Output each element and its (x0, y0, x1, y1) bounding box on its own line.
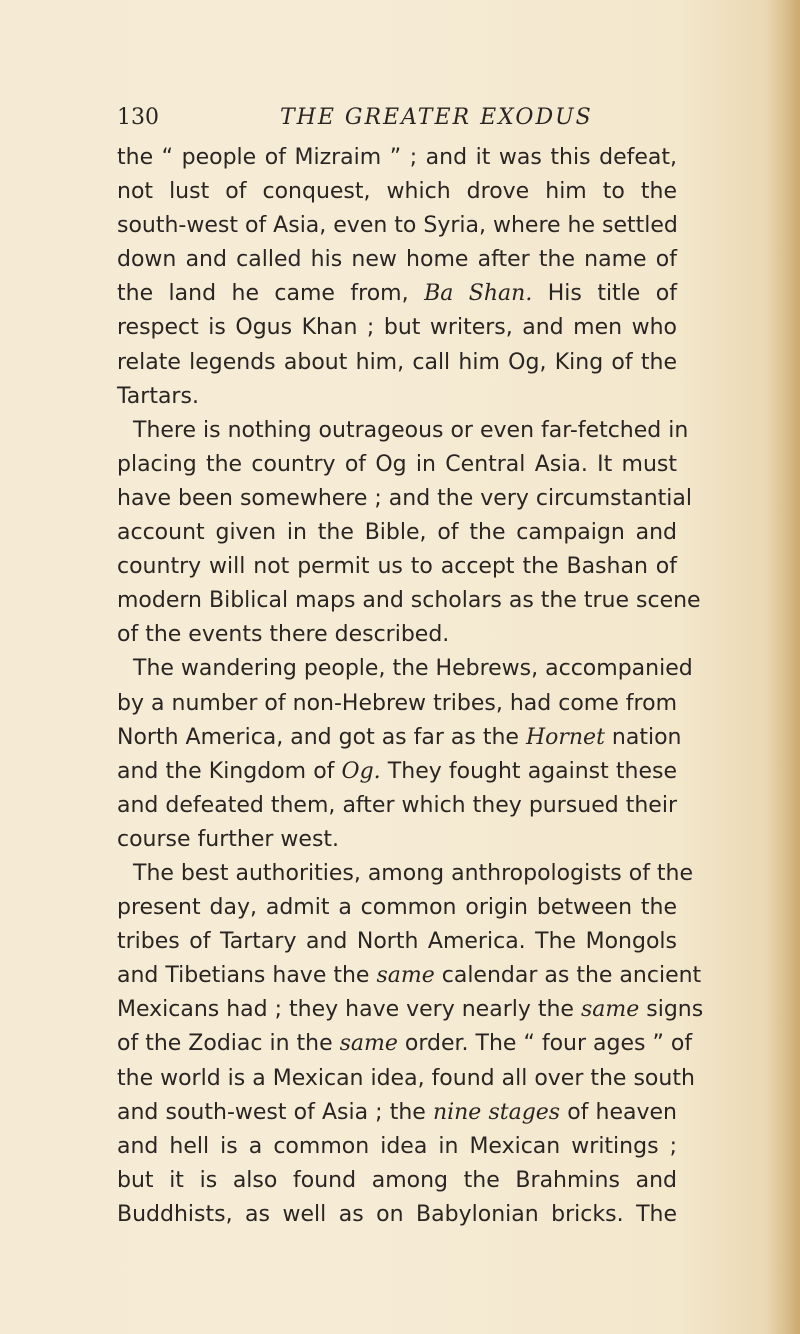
text-line: Mexicans had ; they have very nearly the same signs (117, 997, 704, 1023)
body-text (117, 141, 704, 1232)
text-line: of the Zodiac in the same order. The “ four ages ” of (117, 1031, 693, 1057)
italic-text: same (376, 963, 435, 989)
text-line: The best authorities, among anthropologists of the (133, 860, 694, 886)
text-line: the world is a Mexican idea, found all over the south (117, 1065, 695, 1091)
page-number: 130 (117, 105, 159, 130)
italic-text: Hornet (525, 724, 605, 750)
italic-text: same (339, 1031, 398, 1057)
italic-text: nine stages (432, 1099, 561, 1125)
running-title: THE GREATER EXODUS (280, 105, 593, 130)
text-line: the land he came from, Ba Shan. His title of (117, 281, 677, 307)
text-line: The wandering people, the Hebrews, accompanied (133, 656, 693, 682)
text-line: Tartars. (117, 383, 199, 409)
text-line: south-west of Asia, even to Syria, where he settled (117, 213, 678, 239)
text-line: down and called his new home after the name of (117, 247, 677, 273)
text-line: and defeated them, after which they pursued their (117, 792, 677, 818)
italic-text: Og. (341, 758, 381, 784)
text-line: but it is also found among the Brahmins and (117, 1167, 677, 1193)
italic-text: Ba Shan. (424, 281, 533, 307)
text-line: of the events there described. (117, 622, 450, 648)
italic-text: same (580, 997, 640, 1023)
text-line: country will not permit us to accept the Bashan of (117, 554, 677, 580)
page-edge-shadow (766, 0, 800, 1334)
text-line: There is nothing outrageous or even far-fetched in (133, 417, 689, 443)
text-line: modern Biblical maps and scholars as the true scene (117, 588, 701, 614)
text-line: and Tibetians have the same calendar as the ancient (117, 963, 702, 989)
text-line: respect is Ogus Khan ; but writers, and men who (117, 315, 677, 341)
text-line: present day, admit a common origin between the (117, 895, 677, 921)
text-line: course further west. (117, 826, 340, 852)
text-line: the “ people of Mizraim ” ; and it was this defeat, (117, 145, 677, 170)
text-line: not lust of conquest, which drove him to the (117, 179, 677, 205)
text-line: have been somewhere ; and the very circumstantial (117, 485, 692, 511)
text-line: relate legends about him, call him Og, King of the (117, 349, 677, 375)
text-line: Buddhists, as well as on Babylonian bricks. The (117, 1201, 677, 1227)
text-line: account given in the Bible, of the campaign and (117, 520, 677, 546)
text-line: North America, and got as far as the Hornet nation (117, 724, 682, 750)
text-line: placing the country of Og in Central Asia. It must (117, 451, 677, 477)
text-line: and south-west of Asia ; the nine stages of heaven (117, 1099, 677, 1125)
text-line: and the Kingdom of Og. They fought against these (117, 758, 677, 784)
text-line: tribes of Tartary and North America. The Mongols (117, 929, 677, 955)
text-line: by a number of non-Hebrew tribes, had come from (117, 690, 677, 716)
page-header (117, 98, 677, 138)
text-line: and hell is a common idea in Mexican writings ; (117, 1133, 677, 1159)
